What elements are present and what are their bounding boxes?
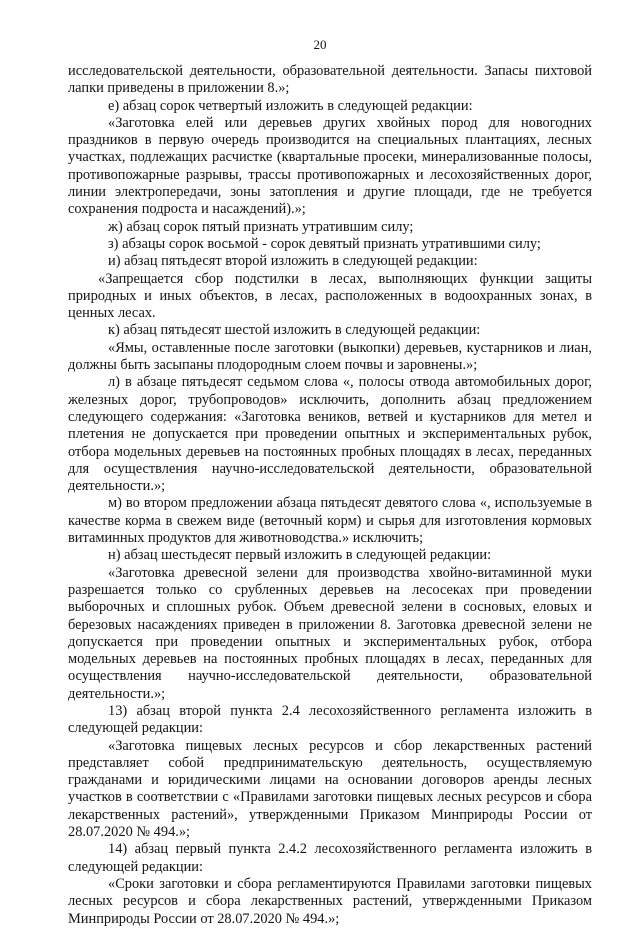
paragraph: е) абзац сорок четвертый изложить в следующей редакции:	[108, 97, 473, 114]
paragraph: «Ямы, оставленные после заготовки (выкопки) деревьев, кустарников и лиан, должны быть засыпаны плодородным слоем почвы и заровнены.»;	[68, 339, 592, 374]
paragraph: и) абзац пятьдесят второй изложить в следующей редакции:	[108, 253, 478, 270]
paragraph: л) в абзаце пятьдесят седьмом слова «, полосы отвода автомобильных дорог, железных дорог, трубопроводов» исключить, дополнить абзац предложением следующего содержания: «Заготовка веников, ветвей и кустарников для метел и плетения не допускается при проведении опытных и экспериментальных рубок, отбора модельных деревьев на постоянных пробных площадях в лесах, переданных для осуществления научно-исследовательской деятельности, образовательной деятельности.»;	[68, 374, 592, 495]
paragraph: н) абзац шестьдесят первый изложить в следующей редакции:	[108, 547, 492, 564]
document-body	[68, 63, 592, 928]
paragraph: 13) абзац второй пункта 2.4 лесохозяйственного регламента изложить в следующей редакции:	[68, 702, 592, 737]
paragraph: 14) абзац первый пункта 2.4.2 лесохозяйственного регламента изложить в следующей редакции:	[68, 841, 592, 875]
paragraph: «Сроки заготовки и сбора регламентируются Правилами заготовки пищевых лесных ресурсов и сбора лекарственных растений, утвержденными Приказом Минприроды России от 28.07.2020 № 494.»;	[68, 875, 592, 927]
paragraph: к) абзац пятьдесят шестой изложить в следующей редакции:	[108, 322, 481, 339]
paragraph: з) абзацы сорок восьмой - сорок девятый признать утратившими силу;	[108, 235, 541, 252]
paragraph: исследовательской деятельности, образовательной деятельности. Запасы пихтовой лапки приведены в приложении 8.»;	[68, 63, 592, 97]
paragraph: ж) абзац сорок пятый признать утратившим силу;	[108, 218, 414, 235]
paragraph: «Запрещается сбор подстилки в лесах, выполняющих функции защиты природных и иных объектов, в лесах, расположенных в водоохранных зонах, в ценных лесах.	[68, 270, 592, 322]
paragraph: «Заготовка елей или деревьев других хвойных пород для новогодних праздников в первую очередь производится на специальных плантациях, лесных участках, подлежащих расчистке (квартальные просеки, минерализованные полосы, противопожарные разрывы, трассы противопожарных и лесохозяйственных дорог, линии электропередачи, зоны затопления и другие площади, где не требуется сохранения подроста и насаждений).»;	[68, 114, 592, 218]
paragraph: м) во втором предложении абзаца пятьдесят девятого слова «, используемые в качестве корма в свежем виде (веточный корм) и сырья для изготовления кормовых витаминных продуктов для животноводства.» исключить;	[68, 495, 592, 547]
paragraph: «Заготовка древесной зелени для производства хвойно-витаминной муки разрешается только со срубленных деревьев на лесосеках при проведении выборочных и сплошных рубок. Объем древесной зелени в сосновых, еловых и березовых насаждениях приведен в приложении 8. Заготовка древесной зелени не допускается при проведении опытных и экспериментальных рубок, отбора модельных деревьев на постоянных пробных площадях в лесах, переданных для осуществления научно-исследовательской деятельности, образовательной деятельности.»;	[68, 564, 592, 702]
paragraph: «Заготовка пищевых лесных ресурсов и сбор лекарственных растений представляет собой предпринимательскую деятельность, осуществляемую гражданами и юридическими лицами на основании договоров аренды лесных участков в соответствии с «Правилами заготовки пищевых лесных ресурсов и сбора лекарственных растений», утвержденными Приказом Минприроды России от 28.07.2020 № 494.»;	[68, 737, 592, 841]
page-number: 20	[313, 37, 327, 52]
